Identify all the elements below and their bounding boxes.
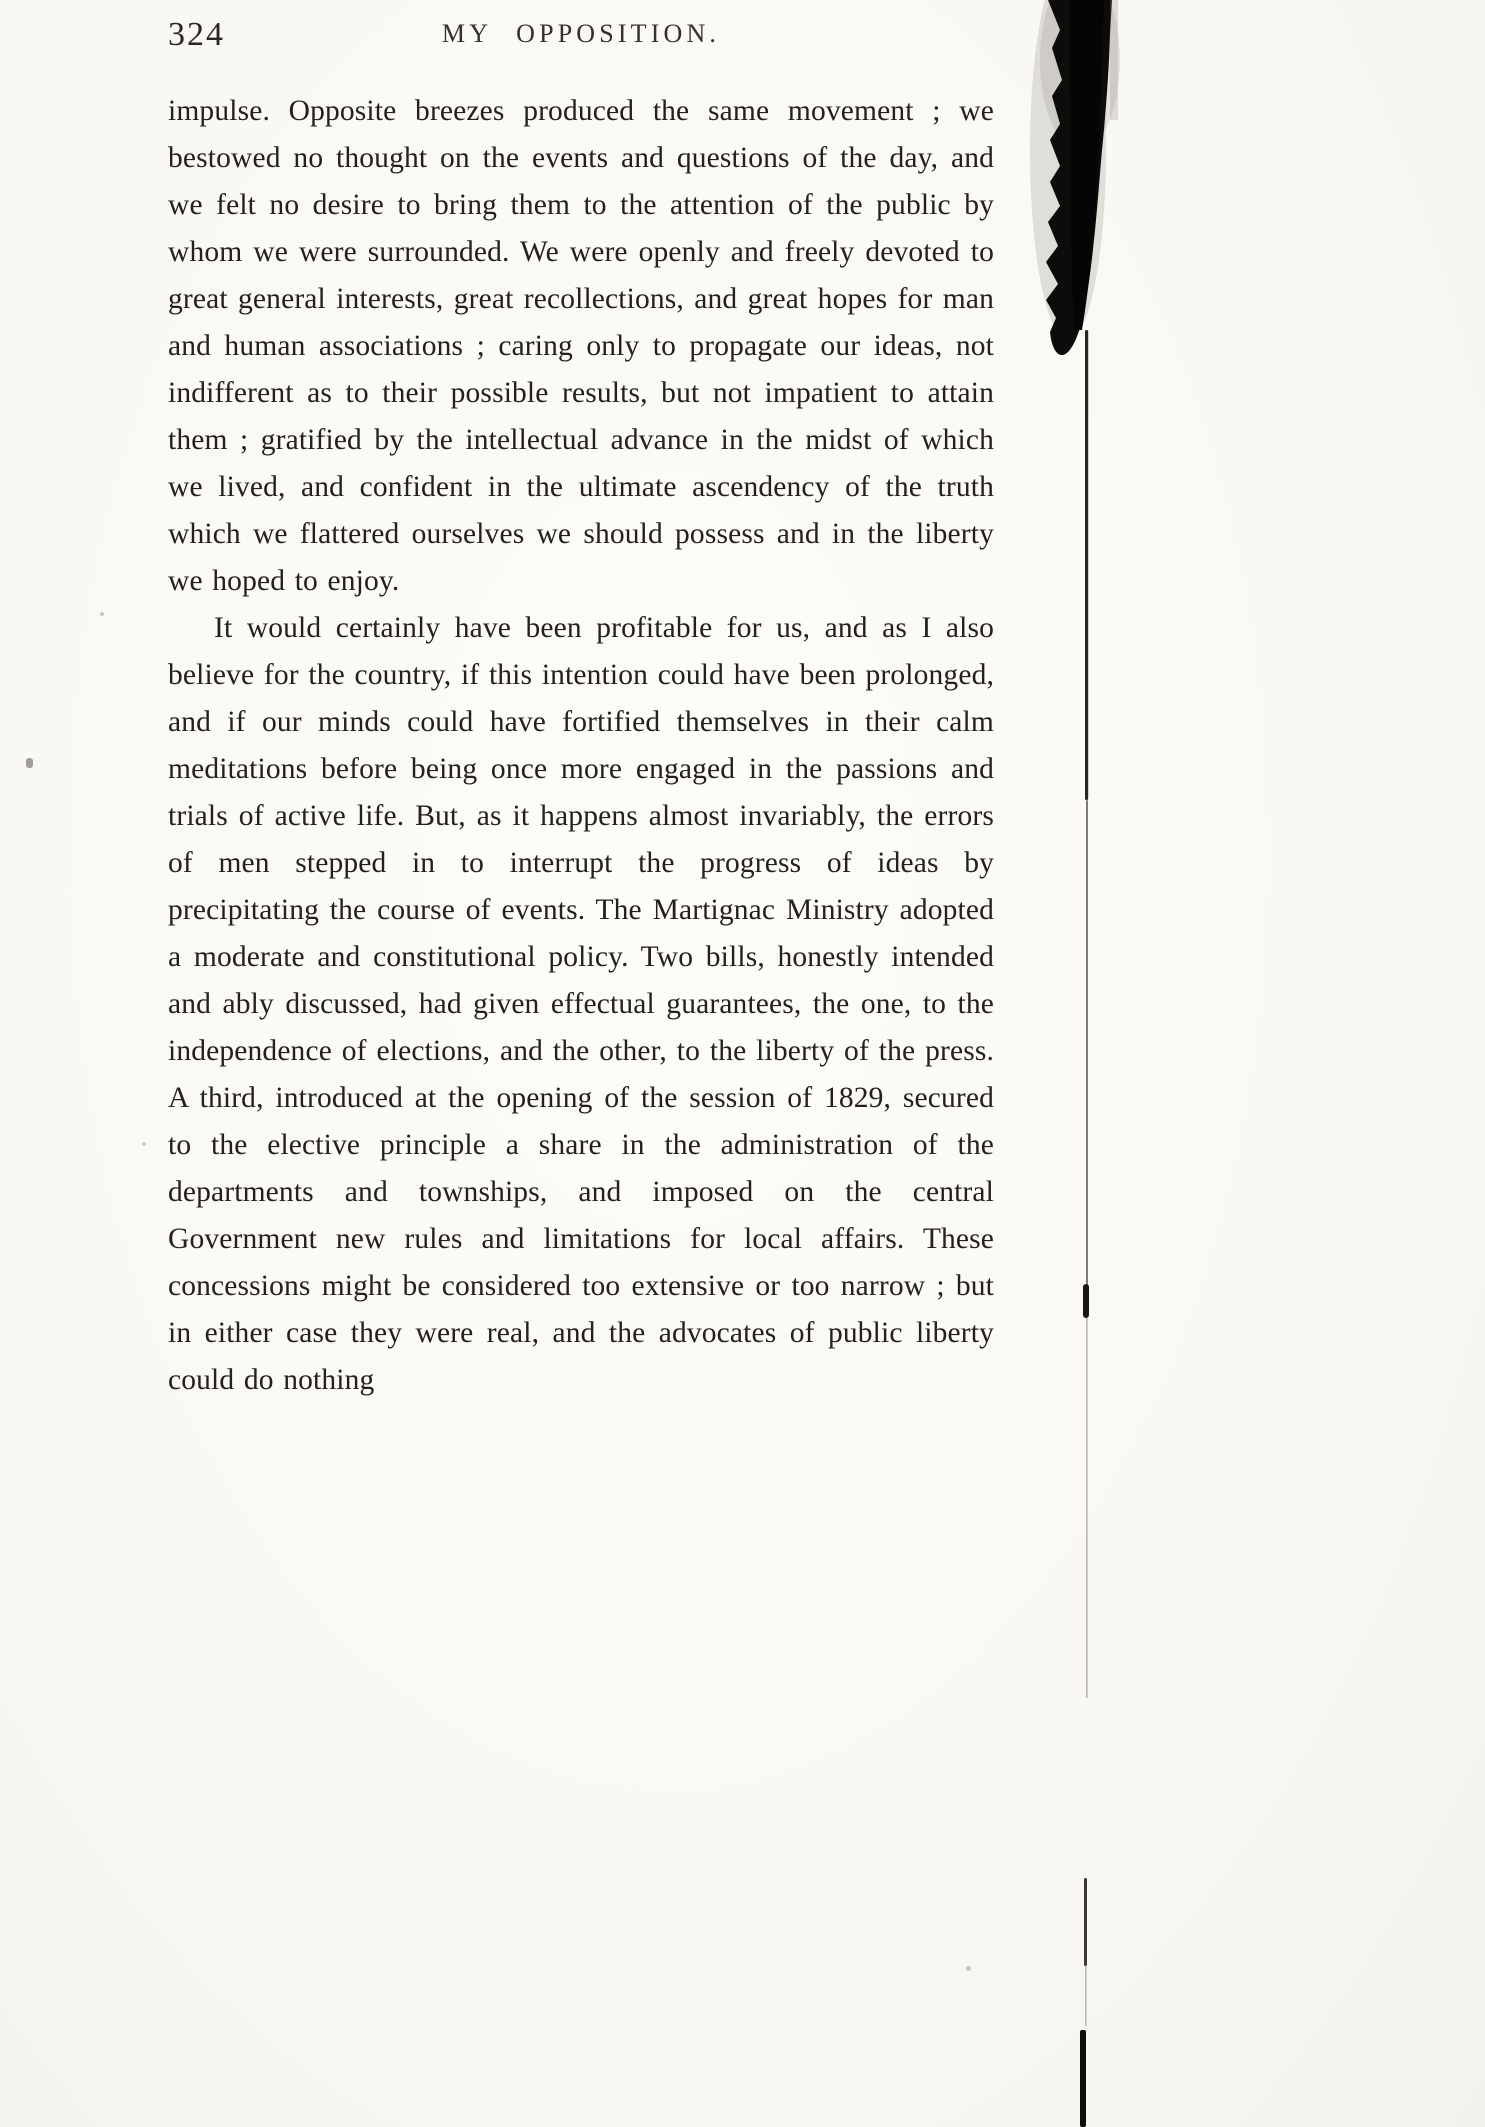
page-content [168, 16, 994, 1404]
book-gutter-shadow [1000, 0, 1200, 2127]
page-number: 324 [168, 16, 225, 53]
paper-speck [142, 1142, 146, 1146]
page-header [168, 16, 994, 62]
paper-speck [966, 1966, 971, 1971]
paper-speck [26, 758, 33, 768]
paper-speck [100, 612, 104, 616]
paragraph: It would certainly have been profitable for us, and as I also believe for the country, if this intention could have been prolonged, and if our minds could have fortified themselves in their calm meditations before being once more engaged in the passions and trials of active life. But, as it happens almost invariably, the errors of men stepped in to interrupt the progress of ideas by precipitating the course of events. The Martignac Ministry adopted a moderate and constitutional policy. Two bills, honestly intended and ably discussed, had given effectual guarantees, the one, to the independence of elections, and the other, to the liberty of the press. A third, introduced at the opening of the session of 1829, secured to the elective principle a share in the administration of the departments and townships, and imposed on the central Government new rules and limitations for local affairs. These concessions might be considered too extensive or too narrow ; but in either case they were real, and the advocates of public liberty could do nothing [168, 612, 994, 1396]
running-title: MY OPPOSITION. [441, 19, 721, 48]
paragraph-continuation: impulse. Opposite breezes produced the same movement ; we bestowed no thought on the events and questions of the day, and we felt no desire to bring them to the attention of the public by whom we were surrounded. We were openly and freely devoted to great general interests, great recollections, and great hopes for man and human associations ; caring only to propagate our ideas, not indifferent as to their possible results, but not impatient to attain them ; gratified by the intellectual advance in the midst of which we lived, and confident in the ultimate ascendency of the truth which we flattered ourselves we should possess and in the liberty we hoped to enjoy. [168, 95, 994, 597]
page-body [168, 88, 994, 1404]
